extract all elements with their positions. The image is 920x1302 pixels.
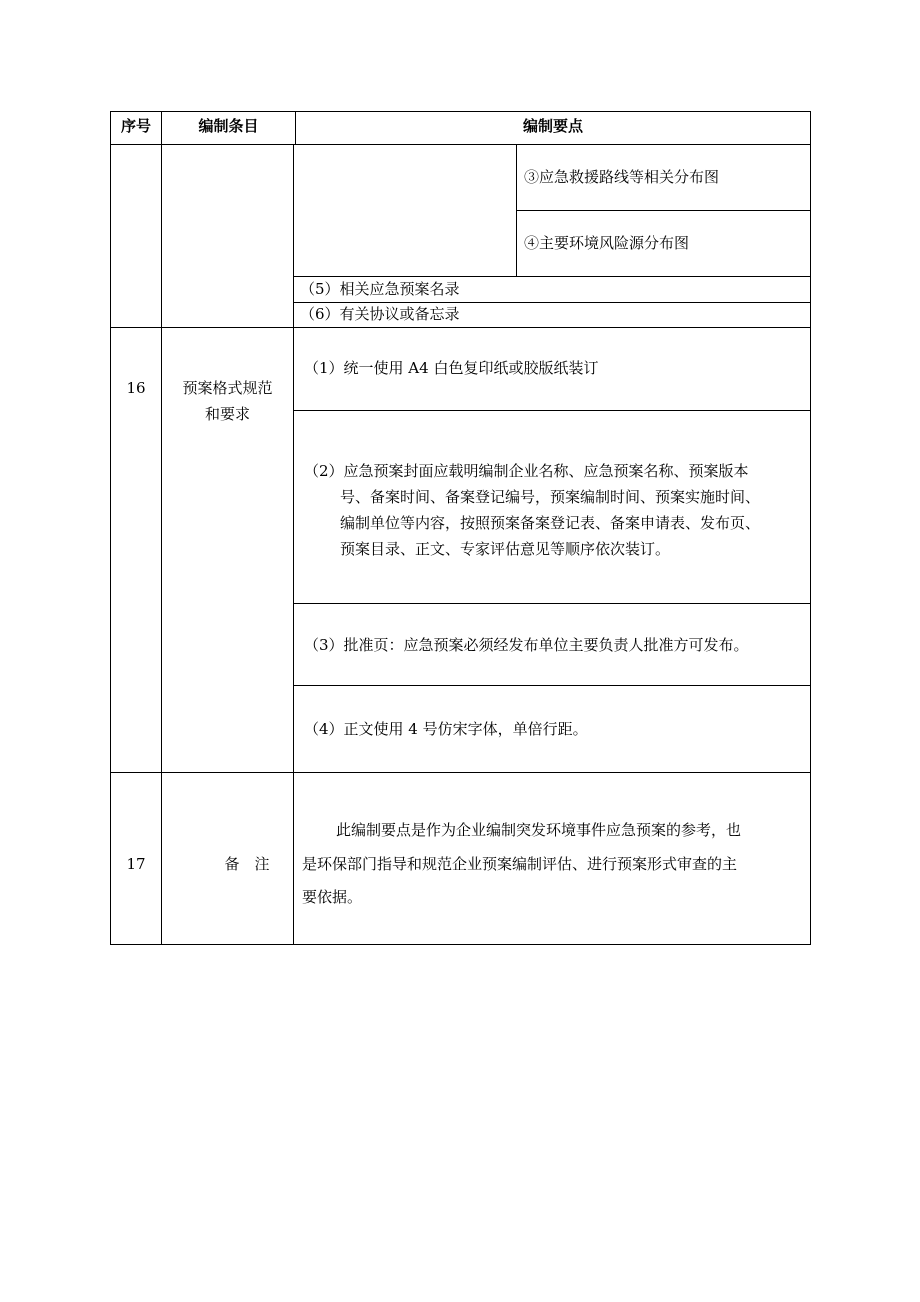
cont-sub4: ④主要环境风险源分布图 [524,234,690,252]
cont-item6: （6）有关协议或备忘录 [300,305,460,323]
row17-item: 备 注 [224,855,270,873]
cont-item5: （5）相关应急预案名录 [300,280,460,298]
header-col-no: 序号 [120,117,151,135]
sub-row-divider [516,210,811,211]
row16-item-line1: 预案格式规范 [182,379,273,397]
row17-note-line2: 是环保部门指导和规范企业预案编制评估、进行预案形式审查的主 [302,855,738,873]
row-divider-16-top [110,327,811,328]
row17-note-line3: 要依据。 [302,888,363,906]
row-divider-16-p2 [293,410,811,411]
table-right-border [810,111,811,945]
table-bottom-border [110,944,811,945]
header-col-item: 编制条目 [198,117,259,135]
row17-note-line1: 此编制要点是作为企业编制突发环境事件应急预案的参考，也 [336,821,742,839]
header-divider [110,144,811,145]
row16-item-line2: 和要求 [204,405,250,423]
row16-point1: （1）统一使用 A4 白色复印纸或胶版纸装订 [304,359,599,377]
row17-number: 17 [126,855,146,873]
row16-number: 16 [126,379,146,397]
row16-point4: （4）正文使用 4 号仿宋字体，单倍行距。 [304,720,588,738]
row-divider-17-top [110,772,811,773]
header-col-points: 编制要点 [522,117,583,135]
row16-point3: （3）批准页：应急预案必须经发布单位主要负责人批准方可发布。 [304,636,749,654]
row16-point2-line1: （2）应急预案封面应载明编制企业名称、应急预案名称、预案版本 [304,462,749,480]
table-left-border [110,111,111,945]
row16-point2-line4: 预案目录、正文、专家评估意见等顺序依次装订。 [340,540,671,558]
row16-point2-line3: 编制单位等内容，按照预案备案登记表、备案申请表、发布页、 [340,514,761,532]
row-divider-16-p3 [293,603,811,604]
col-divider-2-body [293,144,294,945]
col-divider-1 [161,111,162,945]
row-divider-16-p4 [293,685,811,686]
cont-sub3: ③应急救援路线等相关分布图 [524,168,720,186]
row16-point2-line2: 号、备案时间、备案登记编号，预案编制时间、预案实施时间、 [340,488,761,506]
